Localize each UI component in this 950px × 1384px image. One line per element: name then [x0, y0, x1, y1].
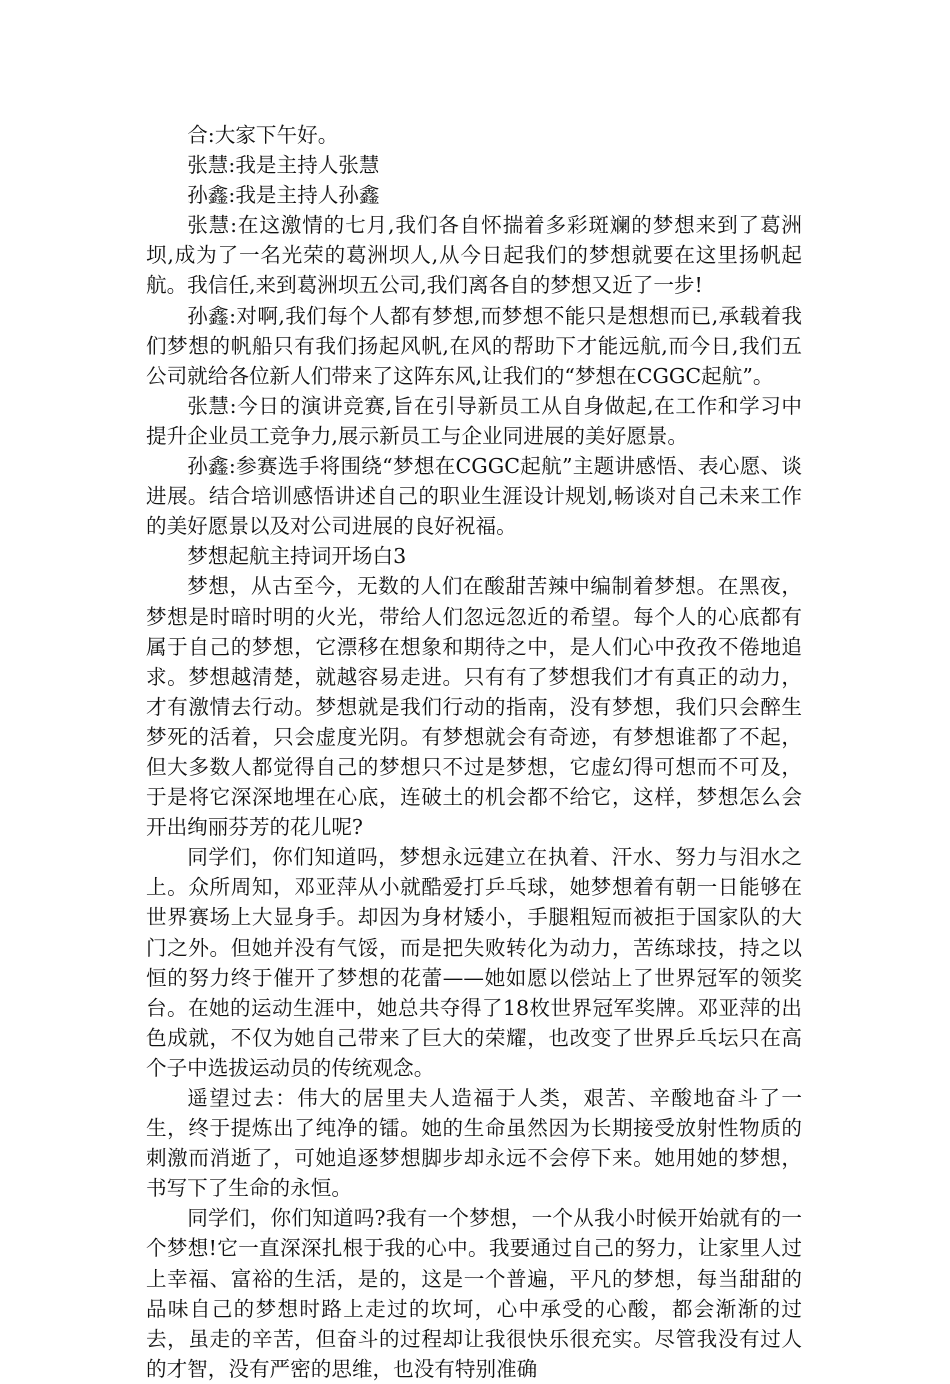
paragraph-curie: 遥望过去：伟大的居里夫人造福于人类，艰苦、辛酸地奋斗了一生，终于提炼出了纯净的镭。她的生命虽然因为长期接受放射性物质的刺激而消逝了，可她追逐梦想脚步却永远不会停下来。她用她的梦想，书写下了生命的永恒。	[146, 1086, 802, 1201]
paragraph-dream: 梦想，从古至今，无数的人们在酸甜苦辣中编制着梦想。在黑夜，梦想是时暗时明的火光，带给人们忽远忽近的希望。每个人的心底都有属于自己的梦想，它漂移在想象和期待之中，是人们心中孜孜不倦地追求。梦想越清楚，就越容易走进。只有有了梦想我们才有真正的动力，才有激情去行动。梦想就是我们行动的指南，没有梦想，我们只会醉生梦死的活着，只会虚度光阴。有梦想就会有奇迹，有梦想谁都了不起，但大多数人都觉得自己的梦想只不过是梦想，它虚幻得可想而不可及，于是将它深深地埋在心底，连破土的机会都不给它，这样，梦想怎么会开出绚丽芬芳的花儿呢?	[146, 574, 802, 840]
paragraph-sunxin-theme: 孙鑫:参赛选手将围绕“梦想在CGGC起航”主题讲感悟、表心愿、谈进展。结合培训感悟讲述自己的职业生涯设计规划,畅谈对自己未来工作的美好愿景以及对公司进展的良好祝福。	[146, 454, 802, 539]
document-page	[146, 120, 802, 1384]
paragraph-zhanghui-opening: 张慧:在这激情的七月,我们各自怀揣着多彩斑斓的梦想来到了葛洲坝,成为了一名光荣的葛洲坝人,从今日起我们的梦想就要在这里扬帆起航。我信任,来到葛洲坝五公司,我们离各自的梦想又近了一步!	[146, 213, 802, 298]
paragraph-my-dream: 同学们，你们知道吗?我有一个梦想，一个从我小时候开始就有的一个梦想!它一直深深扎根于我的心中。我要通过自己的努力，让家里人过上幸福、富裕的生活，是的，这是一个普遍，平凡的梦想，每当甜甜的品味自己的梦想时路上走过的坎坷，心中承受的心酸，都会渐渐的过去，虽走的辛苦，但奋斗的过程却让我很快乐很充实。尽管我没有过人的才智，没有严密的思维，也没有特别准确	[146, 1206, 802, 1381]
greeting-line: 合:大家下午好。	[187, 123, 339, 147]
paragraph-sunxin-dream: 孙鑫:对啊,我们每个人都有梦想,而梦想不能只是想想而已,承载着我们梦想的帆船只有我们扬起风帆,在风的帮助下才能远航,而今日,我们五公司就给各位新人们带来了这阵东风,让我们的“梦想在CGGC起航”。	[146, 303, 802, 388]
host-intro-zhanghui: 张慧:我是主持人张慧	[187, 153, 380, 178]
host-intro-sunxin: 孙鑫:我是主持人孙鑫	[187, 183, 380, 208]
paragraph-zhanghui-contest: 张慧:今日的演讲竞赛,旨在引导新员工从自身做起,在工作和学习中提升企业员工竞争力,展示新员工与企业同进展的美好愿景。	[146, 393, 802, 448]
paragraph-deng-yaping: 同学们，你们知道吗，梦想永远建立在执着、汗水、努力与泪水之上。众所周知，邓亚萍从小就酷爱打乒乓球，她梦想着有朝一日能够在世界赛场上大显身手。却因为身材矮小，手腿粗短而被拒于国家队的大门之外。但她并没有气馁，而是把失败转化为动力，苦练球技，持之以恒的努力终于催开了梦想的花蕾——她如愿以偿站上了世界冠军的领奖台。在她的运动生涯中，她总共夺得了18枚世界冠军奖牌。邓亚萍的出色成就，不仅为她自己带来了巨大的荣耀，也改变了世界乒乓坛只在高个子中选拔运动员的传统观念。	[146, 845, 802, 1080]
section-heading: 梦想起航主持词开场白3	[187, 544, 407, 569]
